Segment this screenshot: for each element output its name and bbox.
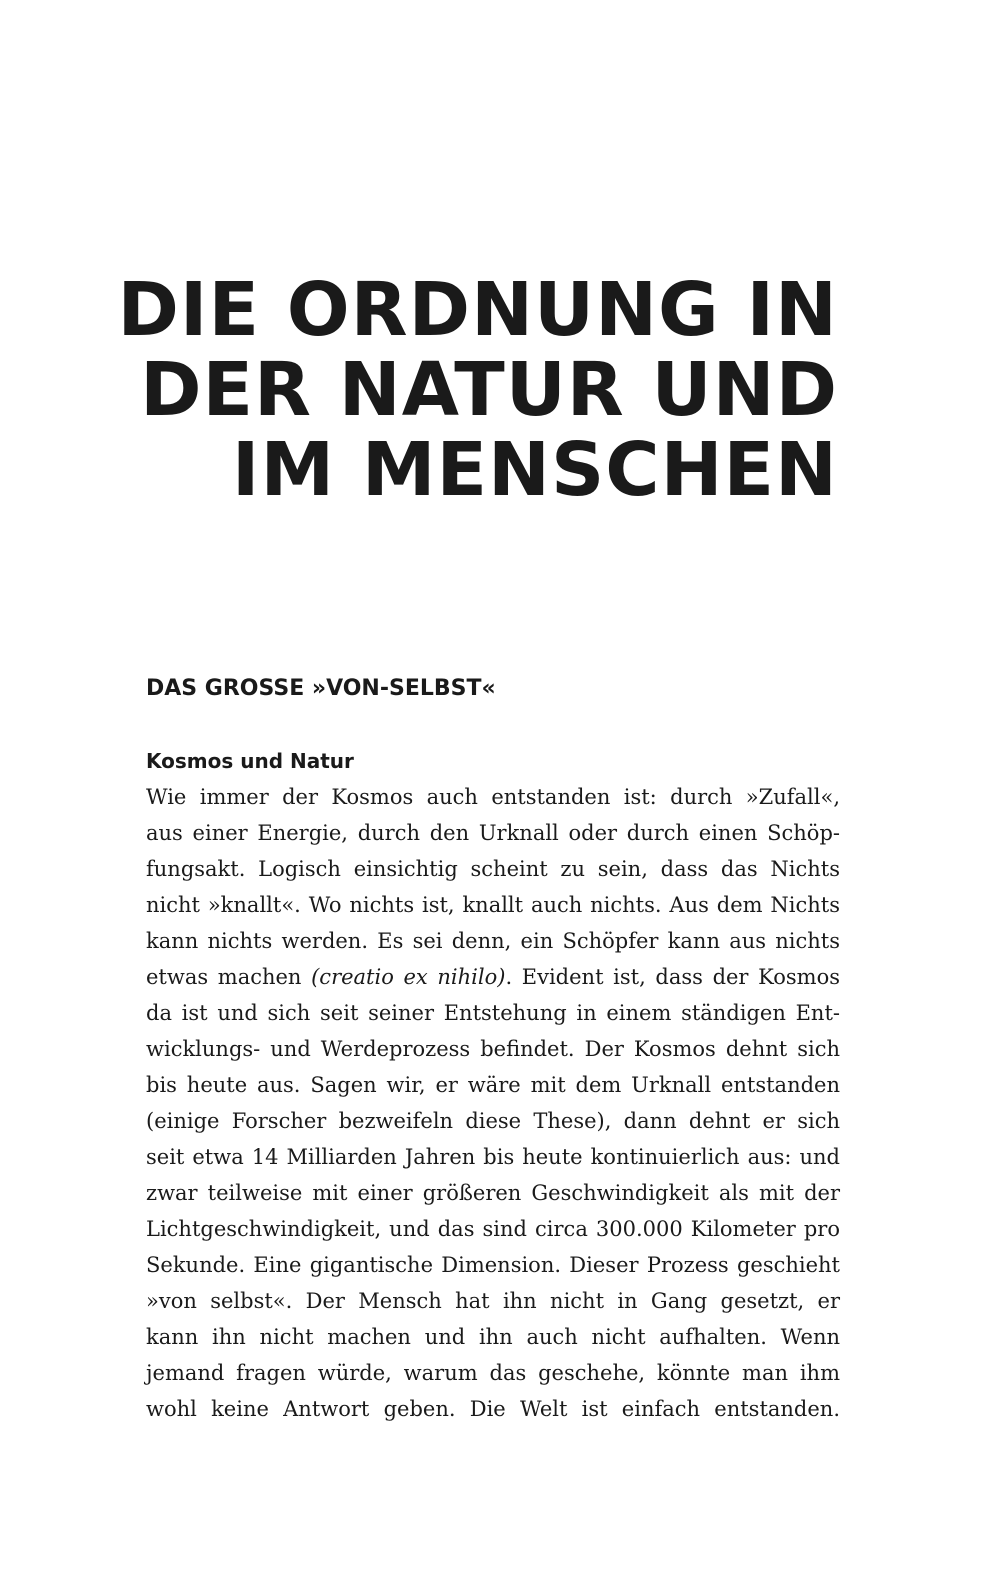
chapter-title-line: IM MENSCHEN <box>231 427 838 513</box>
body-line: fungsakt. Logisch einsichtig scheint zu sein, dass das Nichts <box>146 857 840 881</box>
chapter-title-line: DIE ORDNUNG IN <box>117 267 838 353</box>
body-paragraph <box>146 779 840 1427</box>
body-line: wicklungs- und Werdeprozess befindet. Der Kosmos dehnt sich <box>146 1037 840 1061</box>
body-line: Lichtgeschwindigkeit, und das sind circa 300.000 Kilometer pro <box>146 1217 840 1241</box>
body-line: Wie immer der Kosmos auch entstanden ist: durch »Zufall«, <box>146 785 840 809</box>
latin-phrase: (creatio ex nihilo) <box>311 965 506 989</box>
section-heading: DAS GROSSE »VON-SELBST« <box>146 676 496 701</box>
chapter-title-line: DER NATUR UND <box>140 347 838 433</box>
sub-heading: Kosmos und Natur <box>146 749 354 773</box>
body-line: da ist und sich seit seiner Entstehung in einem ständigen Ent- <box>146 1001 840 1025</box>
body-line: nicht »knallt«. Wo nichts ist, knallt auch nichts. Aus dem Nichts <box>146 893 840 917</box>
body-line: bis heute aus. Sagen wir, er wäre mit dem Urknall entstanden <box>146 1073 840 1097</box>
body-line: seit etwa 14 Milliarden Jahren bis heute kontinuierlich aus: und <box>146 1145 840 1169</box>
body-line: zwar teilweise mit einer größeren Geschwindigkeit als mit der <box>146 1181 840 1205</box>
body-line: etwas machen (creatio ex nihilo). Evident ist, dass der Kosmos <box>146 965 840 989</box>
chapter-title <box>78 267 838 513</box>
body-line: wohl keine Antwort geben. Die Welt ist einfach entstanden. <box>146 1397 840 1421</box>
body-line: (einige Forscher bezweifeln diese These), dann dehnt er sich <box>146 1109 840 1133</box>
body-line: kann nichts werden. Es sei denn, ein Schöpfer kann aus nichts <box>146 929 840 953</box>
body-line: kann ihn nicht machen und ihn auch nicht aufhalten. Wenn <box>146 1325 840 1349</box>
body-line: aus einer Energie, durch den Urknall oder durch einen Schöp- <box>146 821 840 845</box>
body-line: Sekunde. Eine gigantische Dimension. Dieser Prozess geschieht <box>146 1253 840 1277</box>
body-line: jemand fragen würde, warum das geschehe, könnte man ihm <box>146 1361 840 1385</box>
body-line: »von selbst«. Der Mensch hat ihn nicht in Gang gesetzt, er <box>146 1289 840 1313</box>
